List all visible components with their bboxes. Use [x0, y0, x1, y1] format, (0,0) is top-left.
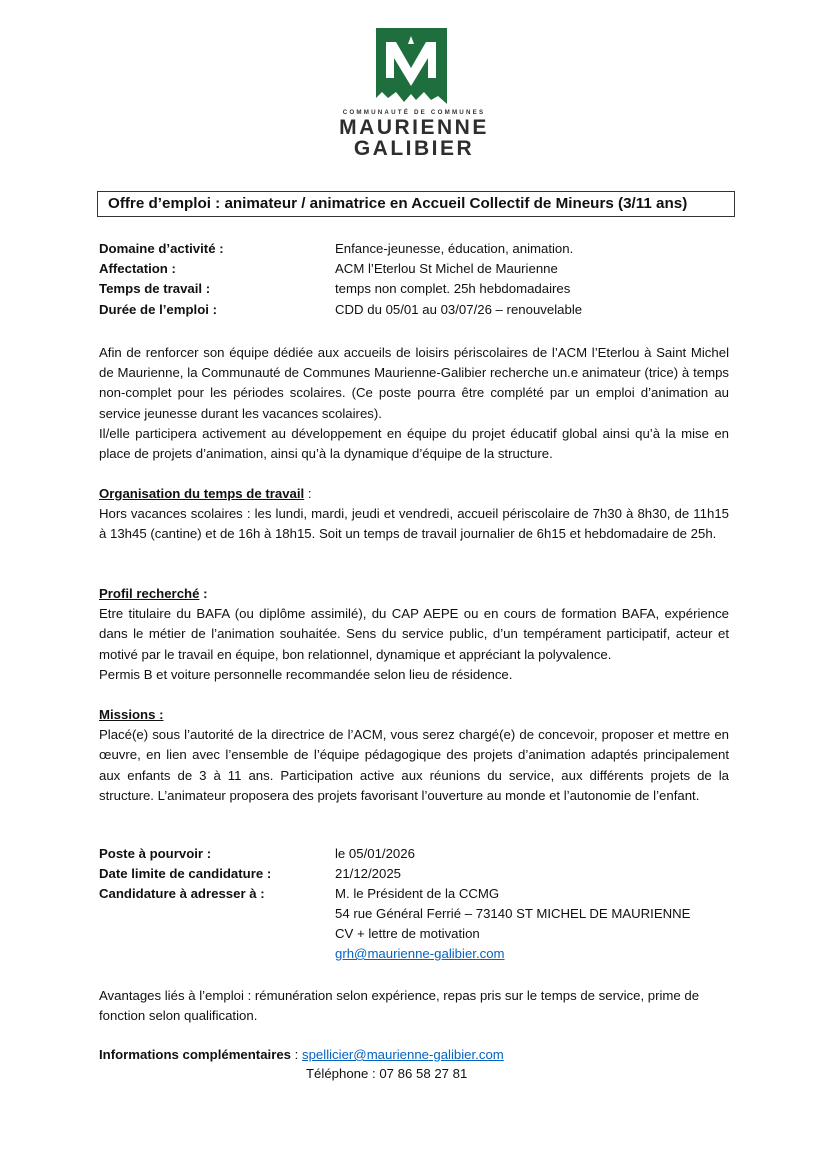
address-line-2: 54 rue Général Ferrié – 73140 ST MICHEL DE MAURIENNE: [335, 906, 691, 921]
summary-label-temps: Temps de travail :: [99, 281, 211, 296]
organisation-heading: Organisation du temps de travail: [99, 486, 305, 501]
grh-email-link[interactable]: grh@maurienne-galibier.com: [335, 946, 505, 961]
poste-label: Poste à pourvoir :: [99, 846, 212, 861]
infos-email-link[interactable]: spellicier@maurienne-galibier.com: [302, 1047, 504, 1062]
summary-value-duree: CDD du 05/01 au 03/07/26 – renouvelable: [335, 302, 583, 317]
missions-text: Placé(e) sous l’autorité de la directrice de l’ACM, vous serez chargé(e) de concevoir, proposer et mettre en œuvre, en lien avec l’ensemble de l’équipe pédagogique des projets d’animation adaptés principalement aux enfants de 3 à 11 ans. Participation active aux réunions du service, aux différents projets de la structure. L’animateur proposera des projets favorisant l’ouverture au monde et l’autonomie de l’enfant.: [99, 727, 729, 803]
infos-row: [99, 1045, 504, 1065]
mountain-m-logo-icon: [376, 28, 447, 104]
missions-section: [99, 705, 729, 806]
logo-subtitle: COMMUNAUTÉ DE COMMUNES: [342, 109, 486, 116]
summary-label-duree: Durée de l’emploi :: [99, 302, 217, 317]
intro-section: [99, 343, 729, 464]
profil-heading: Profil recherché: [99, 586, 200, 601]
profil-text-2: Permis B et voiture personnelle recommandée selon lieu de résidence.: [99, 666, 513, 682]
summary-value-temps: temps non complet. 25h hebdomadaires: [335, 281, 571, 296]
address-line-1: M. le Président de la CCMG: [335, 886, 500, 901]
summary-label-domaine: Domaine d’activité :: [99, 241, 224, 256]
infos-label: Informations complémentaires: [99, 1047, 291, 1062]
summary-value-domaine: Enfance-jeunesse, éducation, animation.: [335, 241, 574, 256]
logo-name-line1: MAURIENNE: [339, 116, 489, 139]
intro-paragraph-2: Il/elle participera activement au développement en équipe du projet éducatif global ainsi qu’à la mise en place de projets d’animation, ainsi qu’à la dynamique d’équipe de la structure.: [99, 425, 729, 462]
organisation-text: Hors vacances scolaires : les lundi, mardi, jeudi et vendredi, accueil périscolaire de 7h30 à 8h30, de 11h15 à 13h45 (cantine) et de 16h à 18h15. Soit un temps de travail journalier de 6h15 et hebdomadaire de 25h.: [99, 506, 729, 542]
missions-heading: Missions :: [99, 707, 164, 722]
summary-value-affectation: ACM l’Eterlou St Michel de Maurienne: [335, 261, 558, 276]
address-line-3: CV + lettre de motivation: [335, 926, 480, 941]
profil-text: Etre titulaire du BAFA (ou diplôme assimilé), du CAP AEPE ou en cours de formation BAFA, expérience dans le métier de l’animation souhaitée. Sens du service public, d’un tempérament participatif, acteur et motivé par le travail en équipe, bon relationnel, dynamique et appréciant la polyvalence.: [99, 606, 729, 662]
infos-separator: :: [291, 1047, 302, 1062]
job-title: Offre d’emploi : animateur / animatrice en Accueil Collectif de Mineurs (3/11 ans): [97, 191, 735, 217]
logo: [324, 28, 504, 160]
infos-phone: Téléphone : 07 86 58 27 81: [306, 1066, 468, 1081]
organisation-heading-colon: :: [304, 486, 312, 501]
intro-paragraph-1: Afin de renforcer son équipe dédiée aux accueils de loisirs périscolaires de l’ACM l’Eterlou à Saint Michel de Maurienne, la Communauté de Communes Maurienne-Galibier recherche un.e animateur (trice) à temps non-complet pour les périodes scolaires. (Ce poste pourra être complété par un emploi d’animation au service jeunesse durant les vacances scolaires).: [99, 345, 729, 421]
avantages-text: Avantages liés à l’emploi : rémunération selon expérience, repas pris sur le temps de service, prime de fonction selon qualification.: [99, 988, 700, 1024]
organisation-section: [99, 484, 729, 545]
poste-value: le 05/01/2026: [335, 846, 415, 861]
profil-heading-colon: :: [199, 586, 208, 601]
summary-label-affectation: Affectation :: [99, 261, 176, 276]
deadline-value: 21/12/2025: [335, 866, 402, 881]
deadline-label: Date limite de candidature :: [99, 866, 272, 881]
address-label: Candidature à adresser à :: [99, 886, 265, 901]
logo-name-line2: GALIBIER: [353, 137, 475, 160]
profil-section: [99, 584, 729, 685]
